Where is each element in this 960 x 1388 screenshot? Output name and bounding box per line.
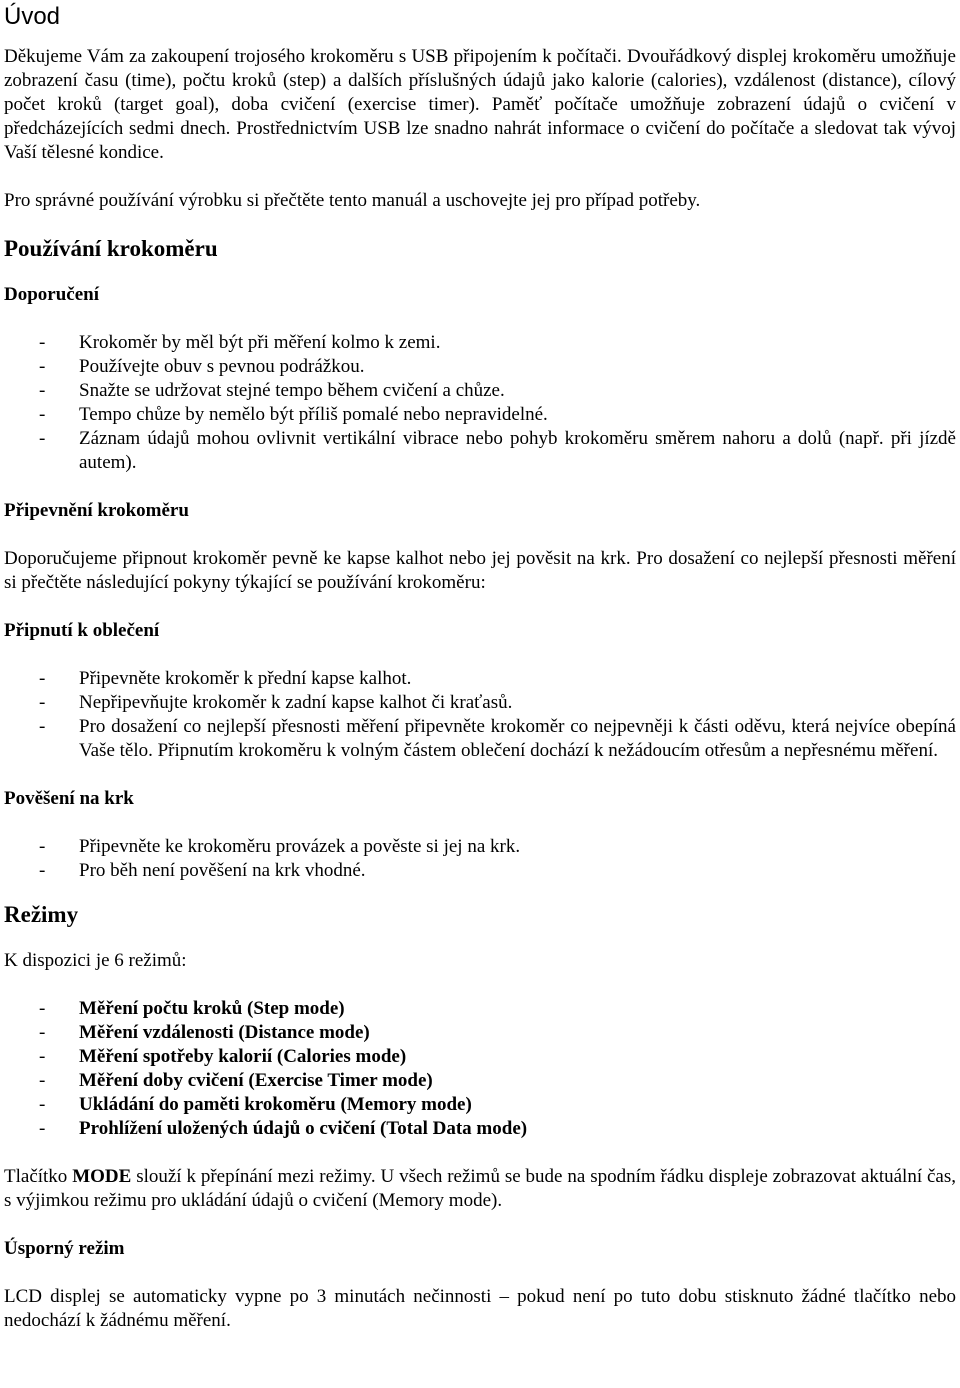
power-saving-heading: Úsporný režim: [4, 1238, 125, 1259]
list-item: [4, 355, 956, 379]
list-item-text: Prohlížení uložených údajů o cvičení (Total Data mode): [79, 1118, 528, 1139]
list-marker: -: [39, 692, 46, 713]
list-item-text: Pro běh není pověšení na krk vhodné.: [79, 860, 366, 881]
list-marker: -: [39, 1070, 46, 1091]
mode-text-after: slouží k přepínání mezi režimy. U všech režimů se bude na spodním řádku displeje zobrazovat aktuální čas, s výjimkou režimu pro ukládání údajů o cvičení (Memory mode).: [4, 1166, 956, 1211]
list-item-text: Snažte se udržovat stejné tempo během cvičení a chůze.: [79, 380, 505, 401]
list-item: [4, 1093, 956, 1117]
list-marker: -: [39, 716, 46, 737]
intro-note: Pro správné používání výrobku si přečtěte tento manuál a uschovejte jej pro případ potřeby.: [4, 190, 701, 211]
list-item-text: Krokoměr by měl být při měření kolmo k zemi.: [79, 332, 441, 353]
list-item-text: Ukládání do paměti krokoměru (Memory mode): [79, 1094, 472, 1115]
modes-intro: K dispozici je 6 režimů:: [4, 950, 187, 971]
recommendations-heading: Doporučení: [4, 284, 99, 305]
clothing-heading: Připnutí k oblečení: [4, 620, 160, 641]
list-marker: -: [39, 860, 46, 881]
list-item: [4, 403, 956, 427]
list-marker: -: [39, 1118, 46, 1139]
list-item-text: Pro dosažení co nejlepší přesnosti měření připevněte krokoměr co nejpevněji k části oděvu, která nejvíce obepíná Vaše tělo. Připnutím krokoměru k volným částem oblečení dochází k nežádoucím otřesům a nepřesnému měření.: [79, 716, 956, 761]
list-item-text: Měření spotřeby kalorií (Calories mode): [79, 1046, 407, 1067]
list-item-text: Měření vzdálenosti (Distance mode): [79, 1022, 370, 1043]
list-item: [4, 331, 956, 355]
neck-list: [4, 835, 956, 883]
list-item: [4, 667, 956, 691]
modes-heading: Režimy: [4, 902, 79, 927]
list-item: [4, 427, 956, 475]
list-marker: -: [39, 998, 46, 1019]
list-item-text: Měření doby cvičení (Exercise Timer mode): [79, 1070, 433, 1091]
list-item: [4, 1069, 956, 1093]
list-marker: -: [39, 668, 46, 689]
list-item: [4, 1021, 956, 1045]
list-item: [4, 835, 956, 859]
list-item-text: Připevněte krokoměr k přední kapse kalhot.: [79, 668, 412, 689]
list-item-text: Nepřipevňujte krokoměr k zadní kapse kalhot či kraťasů.: [79, 692, 513, 713]
list-item: [4, 379, 956, 403]
usage-heading: Používání krokoměru: [4, 236, 218, 261]
list-item-text: Tempo chůze by nemělo být příliš pomalé nebo nepravidelné.: [79, 404, 548, 425]
mode-button-paragraph: [4, 1165, 956, 1213]
list-marker: -: [39, 404, 46, 425]
list-marker: -: [39, 1046, 46, 1067]
list-item: [4, 691, 956, 715]
clothing-list: [4, 667, 956, 763]
intro-paragraph: Děkujeme Vám za zakoupení trojosého krokoměru s USB připojením k počítači. Dvouřádkový displej krokoměru umožňuje zobrazení času (time), počtu kroků (step) a dalších příslušných údajů jako kalorie (calories), vzdálenost (distance), cílový počet kroků (target goal), doba cvičení (exercise timer). Paměť počítače umožňuje zobrazení údajů o cvičení v předcházejících sedmi dnech. Prostřednictvím USB lze snadno nahrát informace o cvičení do počítače a sledovat tak vývoj Vaší tělesné kondice.: [4, 46, 956, 163]
list-item-text: Používejte obuv s pevnou podrážkou.: [79, 356, 365, 377]
list-item: [4, 859, 956, 883]
recommendations-list: [4, 331, 956, 475]
mode-text-before: Tlačítko: [4, 1166, 73, 1187]
list-item-text: Záznam údajů mohou ovlivnit vertikální vibrace nebo pohyb krokoměru směrem nahoru a dolů (např. při jízdě autem).: [79, 428, 956, 473]
list-marker: -: [39, 356, 46, 377]
list-marker: -: [39, 1022, 46, 1043]
power-saving-paragraph: LCD displej se automaticky vypne po 3 minutách nečinnosti – pokud není po tuto dobu stisknuto žádné tlačítko nebo nedochází k žádnému měření.: [4, 1286, 956, 1331]
intro-heading: Úvod: [4, 3, 61, 30]
attach-heading: Připevnění krokoměru: [4, 500, 189, 521]
list-item: [4, 997, 956, 1021]
list-marker: -: [39, 332, 46, 353]
list-marker: -: [39, 1094, 46, 1115]
mode-keyword: MODE: [72, 1166, 132, 1187]
list-item: [4, 715, 956, 763]
list-marker: -: [39, 428, 46, 449]
attach-paragraph: Doporučujeme připnout krokoměr pevně ke kapse kalhot nebo jej pověsit na krk. Pro dosažení co nejlepší přesnosti měření si přečtěte následující pokyny týkající se používání krokoměru:: [4, 548, 956, 593]
list-item-text: Připevněte ke krokoměru provázek a pověste si jej na krk.: [79, 836, 521, 857]
modes-list: [4, 997, 956, 1141]
list-marker: -: [39, 380, 46, 401]
list-marker: -: [39, 836, 46, 857]
list-item-text: Měření počtu kroků (Step mode): [79, 998, 345, 1019]
list-item: [4, 1117, 956, 1141]
list-item: [4, 1045, 956, 1069]
neck-heading: Pověšení na krk: [4, 788, 134, 809]
